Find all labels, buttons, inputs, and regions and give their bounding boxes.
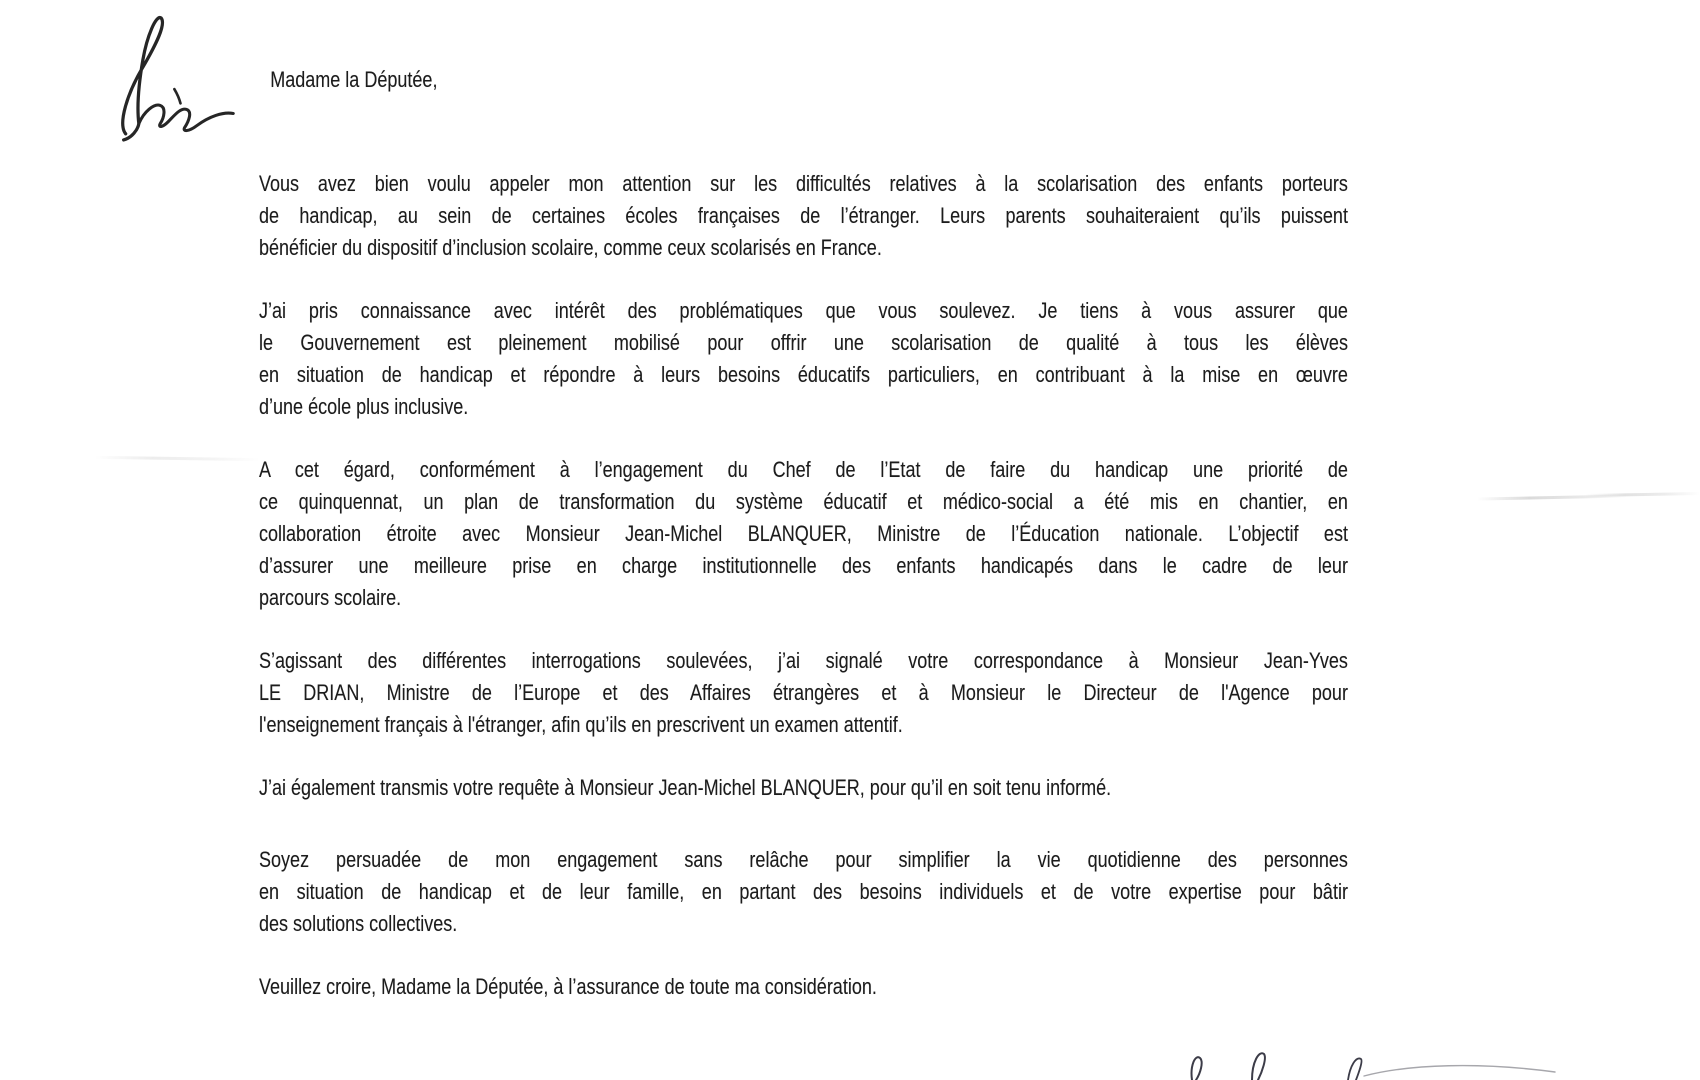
salutation: Madame la Députée,: [270, 67, 438, 92]
letter-line: LE DRIAN, Ministre de l’Europe et des Affaires étrangères et à Monsieur le Directeur de l'Agence pour: [259, 680, 1348, 705]
letter-line: parcours scolaire.: [259, 585, 402, 610]
letter-line: de handicap, au sein de certaines écoles françaises de l’étranger. Leurs parents souhaiteraient qu’ils puissent: [259, 203, 1348, 228]
letter-line: d’assurer une meilleure prise en charge institutionnelle des enfants handicapés dans le cadre de leur: [259, 553, 1348, 578]
paragraph: [259, 168, 1348, 264]
paragraph: [259, 454, 1348, 614]
letter-line: en situation de handicap et répondre à leurs besoins éducatifs particuliers, en contribuant à la mise en œuvre: [259, 362, 1348, 387]
letter-line: Veuillez croire, Madame la Députée, à l’assurance de toute ma considération.: [259, 974, 877, 999]
letter-line: collaboration étroite avec Monsieur Jean-Michel BLANQUER, Ministre de l’Éducation nationale. L’objectif est: [259, 521, 1348, 546]
letter-line: en situation de handicap et de leur famille, en partant des besoins individuels et de votre expertise pour bâtir: [259, 879, 1348, 904]
scan-artifact-streak: [95, 456, 260, 461]
paragraph: [259, 295, 1348, 423]
paragraph: [259, 844, 1348, 940]
letter-line: S’agissant des différentes interrogations soulevées, j’ai signalé votre correspondance à Monsieur Jean-Yves: [259, 648, 1348, 673]
letter-line: l'enseignement français à l'étranger, afin qu’ils en prescrivent un examen attentif.: [259, 712, 903, 737]
handwritten-annotation: [112, 14, 252, 146]
scan-artifact-streak: [1585, 492, 1700, 497]
letter-line: Soyez persuadée de mon engagement sans relâche pour simplifier la vie quotidienne des personnes: [259, 847, 1348, 872]
letter-line: J’ai pris connaissance avec intérêt des problématiques que vous soulevez. Je tiens à vous assurer que: [259, 298, 1348, 323]
paragraph: [259, 645, 1348, 741]
letter-line: Vous avez bien voulu appeler mon attention sur les difficultés relatives à la scolarisation des enfants porteurs: [259, 171, 1348, 196]
paragraph: [259, 772, 1348, 804]
letter-line: J’ai également transmis votre requête à Monsieur Jean-Michel BLANQUER, pour qu’il en soit tenu informé.: [259, 775, 1112, 800]
letter-line: A cet égard, conformément à l’engagement du Chef de l’Etat de faire du handicap une priorité de: [259, 457, 1348, 482]
closing-formula: [259, 971, 1348, 1003]
letter-line: des solutions collectives.: [259, 911, 458, 936]
signature-partial: [1150, 1048, 1570, 1080]
letter-line: d’une école plus inclusive.: [259, 394, 469, 419]
letter-body: [259, 64, 1348, 1034]
letter-line: le Gouvernement est pleinement mobilisé pour offrir une scolarisation de qualité à tous les élèves: [259, 330, 1348, 355]
letter-line: bénéficier du dispositif d’inclusion scolaire, comme ceux scolarisés en France.: [259, 235, 882, 260]
letter-line: ce quinquennat, un plan de transformation du système éducatif et médico-social a été mis en chantier, en: [259, 489, 1348, 514]
